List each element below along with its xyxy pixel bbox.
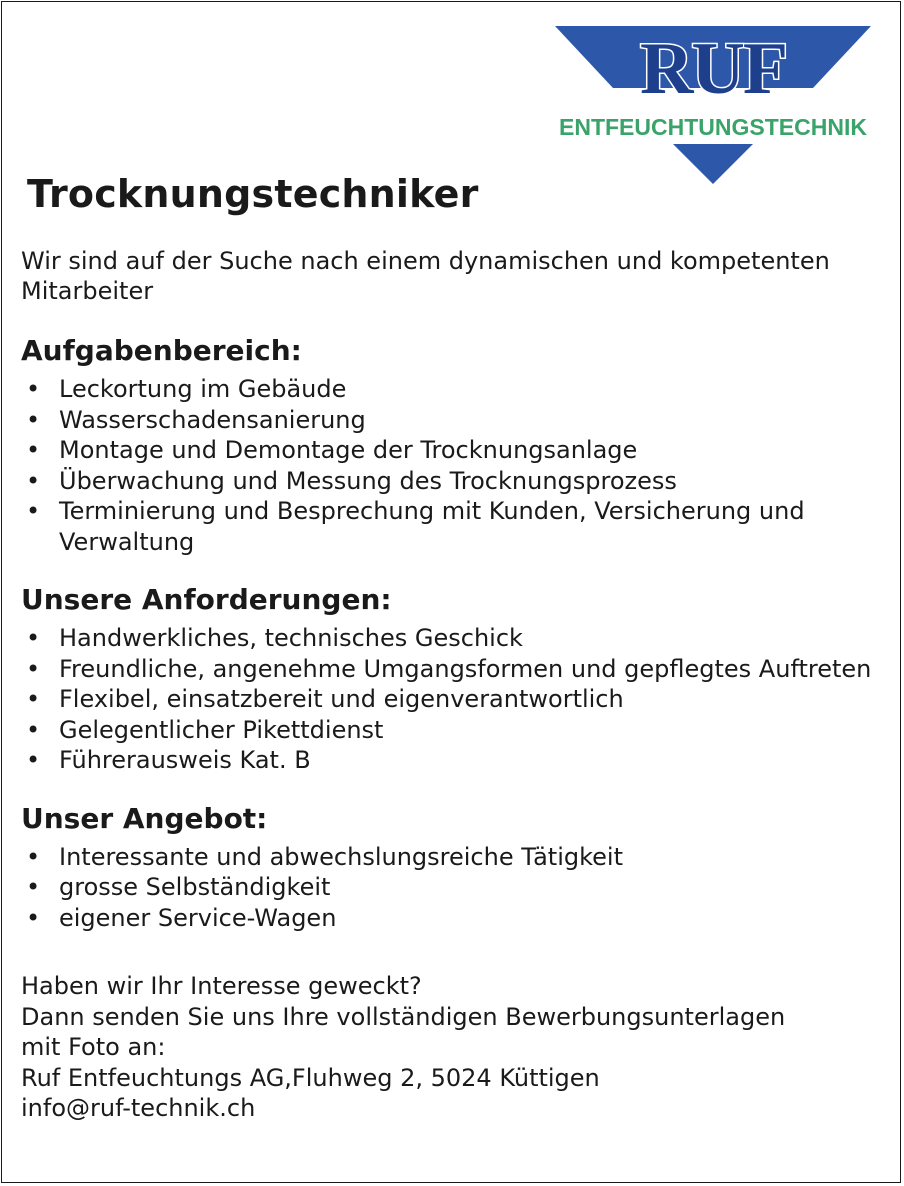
section-heading: Aufgabenbereich: — [21, 334, 302, 367]
bullet-icon: • — [26, 405, 41, 434]
company-address: Ruf Entfeuchtungs AG,Fluhweg 2, 5024 Küttigen — [21, 1063, 600, 1092]
list-item: • Führerausweis Kat. B — [26, 746, 311, 774]
ad-body — [21, 246, 881, 1124]
contact-email[interactable]: info@ruf-technik.ch — [21, 1094, 256, 1122]
list-item: • Überwachung und Messung des Trocknungsprozess — [26, 466, 677, 495]
list-item: • Flexibel, einsatzbereit und eigenverantwortlich — [26, 685, 624, 713]
section-offer — [21, 802, 881, 934]
bullet-icon: • — [26, 715, 41, 744]
list-item: • Gelegentlicher Pikettdienst — [26, 715, 384, 744]
list-item: • Leckortung im Gebäude — [26, 375, 347, 403]
closing-question: Haben wir Ihr Interesse geweckt? — [21, 972, 422, 1000]
job-title: Trocknungstechniker — [27, 172, 479, 216]
section-requirements — [21, 583, 881, 776]
section-heading: Unsere Anforderungen: — [21, 583, 392, 616]
logo-brand-text: RUF — [639, 28, 787, 110]
list-item: • Interessante und abwechslungsreiche Tätigkeit — [26, 842, 623, 871]
logo-tagline-text: ENTFEUCHTUNGSTECHNIK — [559, 114, 868, 140]
bullet-icon: • — [26, 685, 41, 713]
bullet-icon: • — [26, 873, 41, 901]
list-item: • Freundliche, angenehme Umgangsformen und gepflegtes Auftreten — [26, 654, 872, 683]
closing-instruction-cont: mit Foto an: — [21, 1033, 166, 1061]
list-item: • Handwerkliches, technisches Geschick — [26, 624, 523, 652]
bullet-icon: • — [26, 497, 41, 525]
logo-triangle-bottom — [673, 144, 753, 184]
section-heading: Unser Angebot: — [21, 801, 268, 835]
section-tasks — [21, 334, 881, 557]
bullet-icon: • — [26, 466, 41, 495]
bullet-icon: • — [26, 375, 41, 403]
closing-instruction: Dann senden Sie uns Ihre vollständigen Bewerbungsunterlagen — [21, 1002, 786, 1031]
list-item: • eigener Service-Wagen — [26, 903, 337, 932]
bullet-icon: • — [26, 624, 41, 652]
bullet-icon: • — [26, 654, 41, 683]
company-logo — [555, 26, 871, 186]
list-item: • Montage und Demontage der Trocknungsanlage — [26, 436, 638, 464]
bullet-icon: • — [26, 746, 41, 774]
intro-text: Wir sind auf der Suche nach einem dynamischen und kompetenten Mitarbeiter — [21, 247, 830, 305]
list-item: • Terminierung und Besprechung mit Kunden, Versicherung und Verwaltung — [26, 497, 805, 556]
bullet-icon: • — [26, 903, 41, 932]
list-item: • Wasserschadensanierung — [26, 405, 366, 434]
bullet-icon: • — [26, 436, 41, 464]
closing-block — [21, 971, 881, 1124]
bullet-icon: • — [26, 842, 41, 871]
list-item: • grosse Selbständigkeit — [26, 873, 331, 901]
